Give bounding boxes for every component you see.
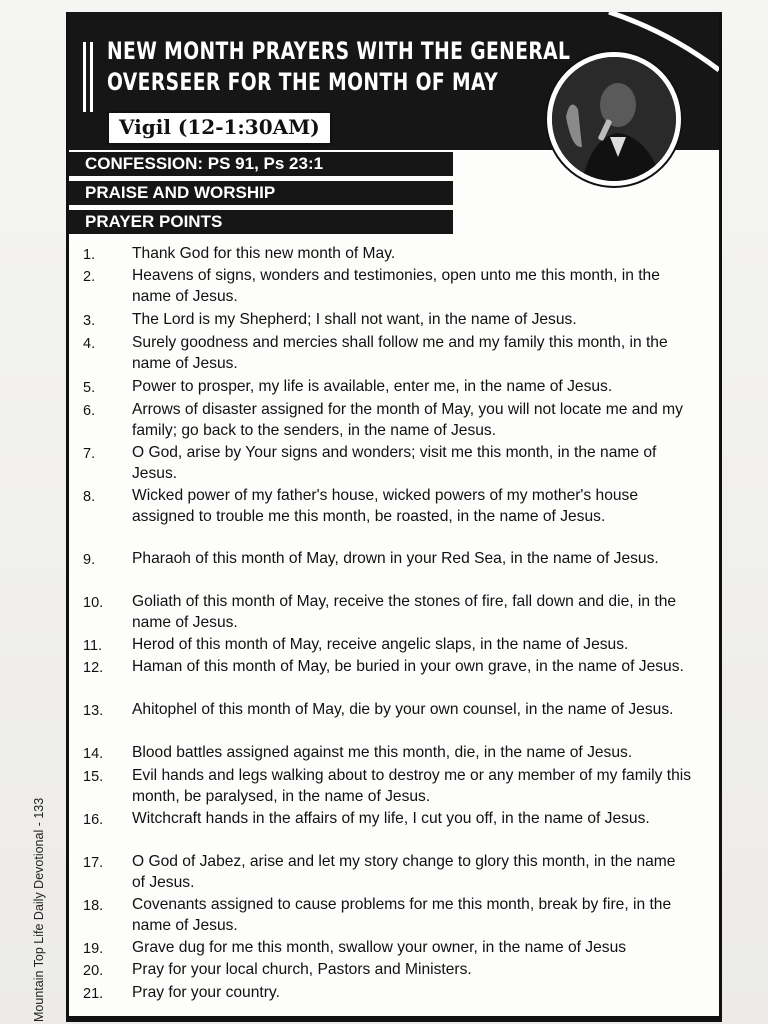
item-text: Pray for your country. <box>132 984 280 1001</box>
item-number: 3. <box>83 313 96 329</box>
item-number: 6. <box>83 403 96 419</box>
item-number: 10. <box>83 595 104 611</box>
item-number: 1. <box>83 247 96 263</box>
item-text: Evil hands and legs walking about to destroy me or any member of my family this month, be paralysed, in the name of Jesus. <box>132 767 692 805</box>
preacher-portrait-icon <box>552 57 676 181</box>
item-text: O God, arise by Your signs and wonders; visit me this month, in the name of Jesus. <box>132 444 657 482</box>
confession-heading: CONFESSION: PS 91, Ps 23:1 <box>69 152 453 176</box>
page-title <box>107 36 571 98</box>
item-number: 19. <box>83 941 104 957</box>
item-number: 7. <box>83 446 96 462</box>
item-text: Blood battles assigned against me this month, die, in the name of Jesus. <box>132 744 633 761</box>
item-number: 12. <box>83 660 104 676</box>
item-text: Herod of this month of May, receive angelic slaps, in the name of Jesus. <box>132 636 629 653</box>
item-number: 11. <box>83 638 103 654</box>
item-text: The Lord is my Shepherd; I shall not want, in the name of Jesus. <box>132 311 577 328</box>
item-number: 2. <box>83 269 96 285</box>
item-text: Witchcraft hands in the affairs of my life, I cut you off, in the name of Jesus. <box>132 810 650 827</box>
item-number: 5. <box>83 380 96 396</box>
praise-worship-heading: PRAISE AND WORSHIP <box>69 181 453 205</box>
item-text: Power to prosper, my life is available, enter me, in the name of Jesus. <box>132 378 613 395</box>
side-caption: Mountain Top Life Daily Devotional - 133 <box>32 797 46 1022</box>
item-text: Wicked power of my father's house, wicked powers of my mother's house assigned to trouble me this month, be roasted, in the name of Jesus. <box>132 487 639 525</box>
vigil-time-label: Vigil (12-1:30AM) <box>107 111 332 145</box>
item-number: 4. <box>83 336 96 352</box>
item-number: 13. <box>83 703 104 719</box>
item-text: Arrows of disaster assigned for the month of May, you will not locate me and my family; go back to the senders, in the name of Jesus. <box>132 401 683 439</box>
general-overseer-photo <box>547 52 681 186</box>
item-number: 14. <box>83 746 104 762</box>
item-text: Covenants assigned to cause problems for me this month, break by fire, in the name of Jesus. <box>132 896 672 934</box>
devotional-page <box>66 12 722 1022</box>
item-text: Surely goodness and mercies shall follow me and my family this month, in the name of Jesus. <box>132 334 668 372</box>
item-text: Thank God for this new month of May. <box>132 245 396 262</box>
item-number: 16. <box>83 812 104 828</box>
item-text: Pray for your local church, Pastors and Ministers. <box>132 961 472 978</box>
item-number: 20. <box>83 963 104 979</box>
item-text: Haman of this month of May, be buried in your own grave, in the name of Jesus. <box>132 658 684 675</box>
title-line-1: NEW MONTH PRAYERS WITH THE GENERAL <box>107 37 571 65</box>
item-number: 17. <box>83 855 104 871</box>
item-text: Goliath of this month of May, receive the stones of fire, fall down and die, in the name of Jesus. <box>132 593 677 631</box>
prayer-points-heading: PRAYER POINTS <box>69 210 453 234</box>
item-number: 18. <box>83 898 104 914</box>
header-decoration-bars <box>83 42 95 112</box>
item-number: 15. <box>83 769 104 785</box>
item-text: O God of Jabez, arise and let my story change to glory this month, in the name of Jesus. <box>132 853 676 891</box>
item-text: Ahitophel of this month of May, die by your own counsel, in the name of Jesus. <box>132 701 674 718</box>
item-number: 9. <box>83 552 96 568</box>
item-text: Heavens of signs, wonders and testimonies, open unto me this month, in the name of Jesus. <box>132 267 660 305</box>
item-text: Grave dug for me this month, swallow your owner, in the name of Jesus <box>132 939 627 956</box>
item-text: Pharaoh of this month of May, drown in your Red Sea, in the name of Jesus. <box>132 550 659 567</box>
title-line-2: OVERSEER FOR THE MONTH OF MAY <box>107 68 499 96</box>
item-number: 8. <box>83 489 96 505</box>
item-number: 21. <box>83 986 104 1002</box>
bottom-rule <box>69 1016 719 1022</box>
